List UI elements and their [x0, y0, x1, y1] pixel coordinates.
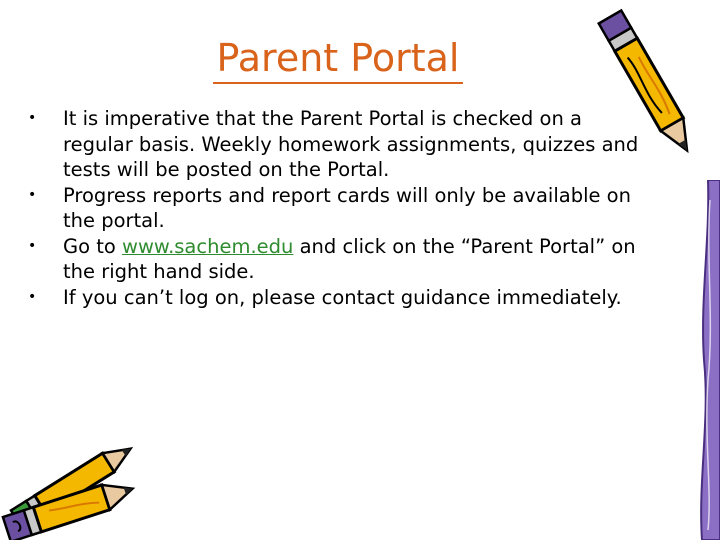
bullet-item-website	[28, 234, 648, 285]
bullet-text: It is imperative that the Parent Portal is checked on a regular basis. Weekly homework assignments, quizzes and tests will be posted on the Portal.	[63, 107, 639, 181]
bullet-marker: •	[28, 288, 37, 305]
bullet-text-before-link: Go to	[63, 234, 123, 258]
sachem-website-link[interactable]: www.sachem.edu	[122, 234, 294, 258]
slide-title-text: Parent Portal	[213, 36, 464, 84]
bullet-item-portal-check	[28, 106, 648, 183]
bullet-item-contact-guidance	[28, 285, 648, 311]
bullet-text-after-link: and click on the “Parent Portal” on the right hand side.	[63, 234, 636, 283]
pencil-edge-clipart-icon	[680, 180, 720, 540]
pencils-clipart-icon	[0, 430, 160, 540]
pencil-clipart-icon	[596, 0, 706, 175]
bullet-text: If you can’t log on, please contact guidance immediately.	[63, 285, 622, 309]
bullet-list	[28, 106, 648, 310]
bullet-marker: •	[28, 110, 37, 126]
bullet-marker: •	[28, 237, 37, 254]
slide-title	[198, 30, 478, 86]
bullet-text: Progress reports and report cards will only be available on the portal.	[63, 183, 631, 232]
bullet-item-reports	[28, 183, 648, 234]
bullet-marker: •	[28, 186, 37, 203]
